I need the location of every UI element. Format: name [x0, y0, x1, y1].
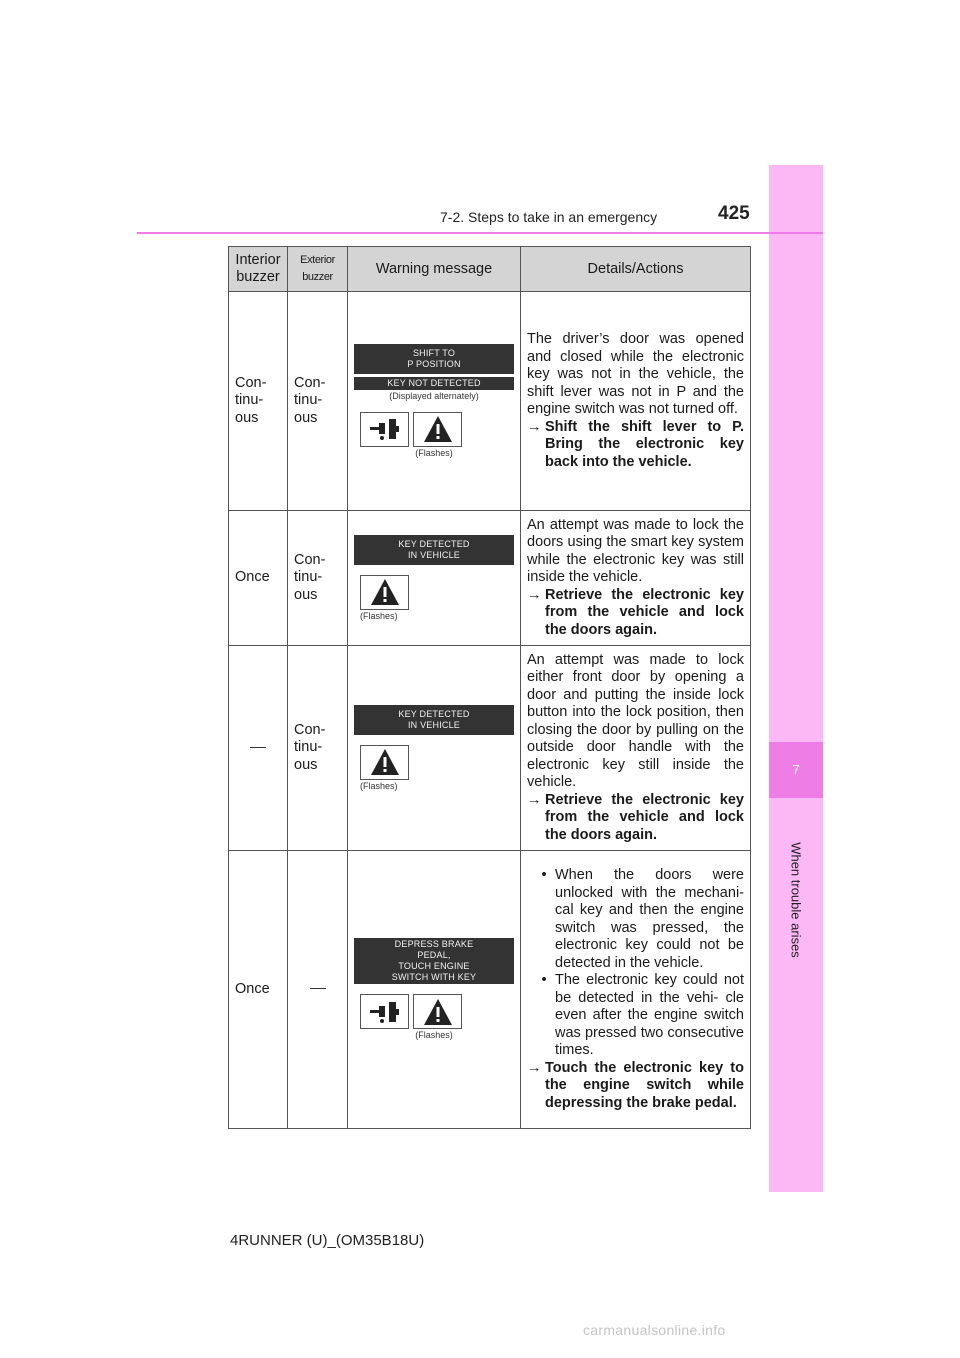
header-exterior-buzzer: Exterior buzzer	[288, 247, 348, 292]
flash-caption: (Flashes)	[360, 610, 398, 621]
action-instruction	[527, 587, 744, 640]
display-shift-to-p	[354, 344, 514, 374]
action-text: Shift the shift lever to P. Bring the electronic key back into the vehicle.	[545, 418, 744, 470]
interior-buzzer-cell: Once	[229, 851, 288, 1129]
key-icon	[360, 994, 409, 1029]
arrow-icon: →	[527, 1059, 542, 1076]
display-line: KEY DETECTED	[398, 538, 470, 549]
side-tab-band	[769, 165, 823, 1192]
list-item	[533, 867, 744, 972]
details-text: An attempt was made to lock either front door by opening a door and putting the inside lock button into the lock position, then closing the door by pulling on the outside door handle with the electronic key still inside the vehicle.	[527, 651, 744, 791]
watermark: carmanualsonline.info	[583, 1322, 726, 1338]
display-line: TOUCH ENGINE	[398, 961, 470, 971]
list-item	[533, 972, 744, 1060]
key-icon	[360, 412, 409, 447]
details-cell	[521, 851, 751, 1129]
display-line: PEDAL,	[417, 950, 451, 960]
arrow-icon: →	[527, 418, 542, 435]
bullet-icon: •	[541, 867, 547, 883]
table-header-row	[229, 247, 751, 292]
exterior-buzzer-cell: Con- tinu- ous	[288, 292, 348, 511]
warning-icon	[413, 412, 462, 447]
display-line: DEPRESS BRAKE	[394, 939, 474, 949]
indicator-icons	[360, 745, 514, 780]
section-title: 7-2. Steps to take in an emergency	[440, 209, 658, 225]
warning-icon	[413, 994, 462, 1029]
details-bullet-list	[533, 867, 744, 1060]
manual-code: 4RUNNER (U)_(OM35B18U)	[230, 1232, 425, 1249]
warning-icon	[360, 745, 409, 780]
header-details-actions: Details/Actions	[521, 247, 751, 292]
none-dash	[310, 988, 326, 989]
interior-buzzer-cell: Once	[229, 511, 288, 646]
table-row	[229, 646, 751, 851]
action-instruction	[527, 419, 744, 472]
indicator-icons	[360, 575, 514, 610]
page-number: 425	[718, 203, 750, 224]
arrow-icon: →	[527, 791, 542, 808]
action-text: Touch the electronic key to the engine switch while depressing the brake pedal.	[545, 1059, 744, 1111]
flash-caption: (Flashes)	[360, 780, 398, 791]
details-cell	[521, 292, 751, 511]
display-line: SWITCH WITH KEY	[391, 972, 477, 982]
table-row	[229, 511, 751, 646]
warning-message-cell	[348, 511, 521, 646]
details-text: An attempt was made to lock the doors using the smart key system while the electronic key was still inside the vehicle.	[527, 516, 744, 586]
header-interior-buzzer: Interior buzzer	[229, 247, 288, 292]
exterior-buzzer-cell: Con- tinu- ous	[288, 511, 348, 646]
display-key-detected	[354, 535, 514, 565]
warning-message-cell	[348, 646, 521, 851]
action-instruction	[527, 792, 744, 845]
chapter-title: When trouble arises	[788, 842, 804, 958]
display-line: SHIFT TO	[412, 347, 456, 358]
action-text: Retrieve the electronic key from the vehicle and lock the doors again.	[545, 791, 744, 843]
interior-buzzer-cell	[229, 646, 288, 851]
bullet-icon: •	[541, 972, 547, 988]
interior-buzzer-cell: Con- tinu- ous	[229, 292, 288, 511]
display-depress-brake	[354, 938, 514, 984]
action-text: Retrieve the electronic key from the vehicle and lock the doors again.	[545, 586, 744, 638]
flash-caption: (Flashes)	[415, 447, 453, 458]
flash-caption: (Flashes)	[415, 1030, 453, 1040]
warning-message-cell	[348, 292, 521, 511]
none-dash	[250, 747, 266, 748]
display-key-detected	[354, 705, 514, 735]
arrow-icon: →	[527, 586, 542, 603]
indicator-icons	[360, 412, 514, 447]
display-caption: (Displayed alternately)	[389, 390, 479, 401]
exterior-buzzer-cell: Con- tinu- ous	[288, 646, 348, 851]
exterior-buzzer-cell	[288, 851, 348, 1129]
details-text: The driver’s door was opened and closed while the electronic key was not in the vehicle, the shift lever was not in P and the engine switch was not turned off.	[527, 331, 744, 417]
display-line: P POSITION	[407, 358, 461, 369]
header-rule	[137, 232, 823, 234]
bullet-text: The electronic key could not be detected in the vehi- cle even after the engine switch was pressed two consecutive times.	[555, 972, 744, 1058]
display-line: IN VEHICLE	[407, 549, 460, 560]
bullet-text: When the doors were unlocked with the mechani- cal key and then the engine switch was pressed, the electronic key could not be detected in the vehicle.	[555, 867, 744, 971]
table-row	[229, 851, 751, 1129]
details-cell	[521, 646, 751, 851]
action-instruction	[527, 1060, 744, 1113]
header-warning-message: Warning message	[348, 247, 521, 292]
warning-table	[228, 246, 751, 1129]
display-line: KEY DETECTED	[398, 708, 470, 719]
table-row	[229, 292, 751, 511]
display-key-not-detected: KEY NOT DETECTED	[354, 377, 514, 390]
warning-icon	[360, 575, 409, 610]
chapter-number-tab: 7	[769, 742, 823, 798]
indicator-icons	[360, 994, 514, 1029]
warning-message-cell	[348, 851, 521, 1129]
display-line: IN VEHICLE	[407, 719, 460, 730]
details-cell	[521, 511, 751, 646]
